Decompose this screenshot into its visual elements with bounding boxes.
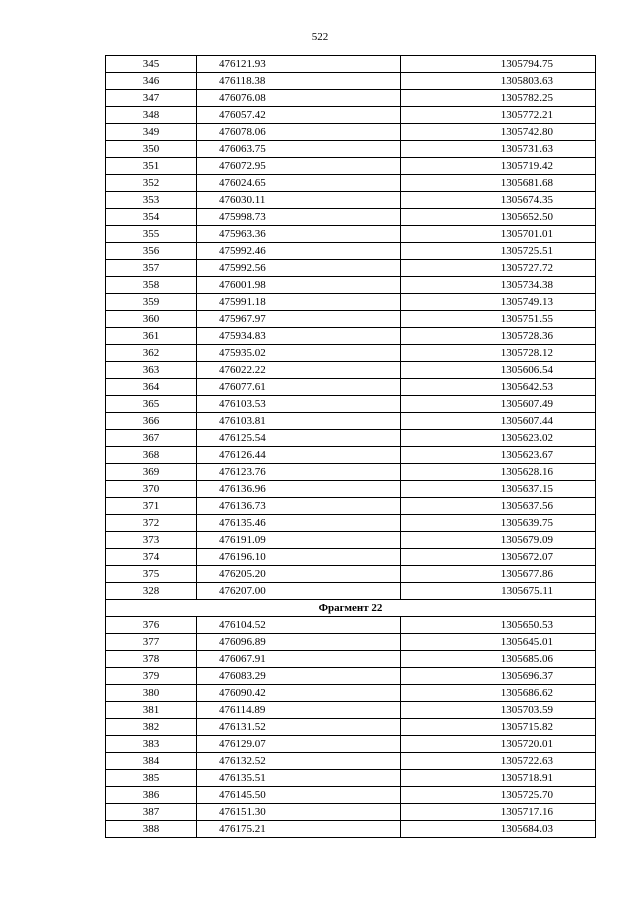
point-number: 377 — [106, 634, 197, 651]
x-coordinate: 476175.21 — [197, 821, 401, 838]
x-coordinate: 475991.18 — [197, 294, 401, 311]
y-coordinate: 1305623.02 — [401, 430, 596, 447]
point-number: 388 — [106, 821, 197, 838]
x-coordinate: 476001.98 — [197, 277, 401, 294]
x-coordinate: 476207.00 — [197, 583, 401, 600]
x-coordinate: 476083.29 — [197, 668, 401, 685]
point-number: 364 — [106, 379, 197, 396]
table-row — [106, 192, 596, 209]
point-number: 371 — [106, 498, 197, 515]
x-coordinate: 475935.02 — [197, 345, 401, 362]
point-number: 372 — [106, 515, 197, 532]
point-number: 385 — [106, 770, 197, 787]
y-coordinate: 1305703.59 — [401, 702, 596, 719]
x-coordinate: 476126.44 — [197, 447, 401, 464]
y-coordinate: 1305728.36 — [401, 328, 596, 345]
x-coordinate: 476132.52 — [197, 753, 401, 770]
x-coordinate: 476135.51 — [197, 770, 401, 787]
point-number: 382 — [106, 719, 197, 736]
y-coordinate: 1305677.86 — [401, 566, 596, 583]
table-row — [106, 515, 596, 532]
table-row — [106, 107, 596, 124]
table-row — [106, 243, 596, 260]
table-row — [106, 56, 596, 73]
table-row — [106, 175, 596, 192]
point-number: 368 — [106, 447, 197, 464]
x-coordinate: 476129.07 — [197, 736, 401, 753]
y-coordinate: 1305623.67 — [401, 447, 596, 464]
table-row — [106, 362, 596, 379]
point-number: 376 — [106, 617, 197, 634]
x-coordinate: 476063.75 — [197, 141, 401, 158]
y-coordinate: 1305637.56 — [401, 498, 596, 515]
x-coordinate: 476151.30 — [197, 804, 401, 821]
point-number: 384 — [106, 753, 197, 770]
x-coordinate: 476135.46 — [197, 515, 401, 532]
table-row — [106, 464, 596, 481]
table-row — [106, 532, 596, 549]
table-row — [106, 430, 596, 447]
point-number: 387 — [106, 804, 197, 821]
x-coordinate: 475967.97 — [197, 311, 401, 328]
y-coordinate: 1305727.72 — [401, 260, 596, 277]
x-coordinate: 476205.20 — [197, 566, 401, 583]
y-coordinate: 1305652.50 — [401, 209, 596, 226]
table-row — [106, 345, 596, 362]
x-coordinate: 476118.38 — [197, 73, 401, 90]
point-number: 370 — [106, 481, 197, 498]
point-number: 353 — [106, 192, 197, 209]
table-row — [106, 685, 596, 702]
point-number: 346 — [106, 73, 197, 90]
point-number: 378 — [106, 651, 197, 668]
point-number: 348 — [106, 107, 197, 124]
x-coordinate: 476076.08 — [197, 90, 401, 107]
y-coordinate: 1305628.16 — [401, 464, 596, 481]
x-coordinate: 476090.42 — [197, 685, 401, 702]
x-coordinate: 476022.22 — [197, 362, 401, 379]
point-number: 349 — [106, 124, 197, 141]
y-coordinate: 1305696.37 — [401, 668, 596, 685]
rows-before-fragment — [106, 56, 596, 600]
y-coordinate: 1305684.03 — [401, 821, 596, 838]
y-coordinate: 1305719.42 — [401, 158, 596, 175]
table-row — [106, 770, 596, 787]
y-coordinate: 1305720.01 — [401, 736, 596, 753]
table-row — [106, 447, 596, 464]
point-number: 355 — [106, 226, 197, 243]
x-coordinate: 475992.46 — [197, 243, 401, 260]
table-row — [106, 73, 596, 90]
y-coordinate: 1305749.13 — [401, 294, 596, 311]
y-coordinate: 1305722.63 — [401, 753, 596, 770]
y-coordinate: 1305782.25 — [401, 90, 596, 107]
x-coordinate: 475998.73 — [197, 209, 401, 226]
x-coordinate: 476057.42 — [197, 107, 401, 124]
point-number: 381 — [106, 702, 197, 719]
table-row — [106, 702, 596, 719]
y-coordinate: 1305607.44 — [401, 413, 596, 430]
point-number: 374 — [106, 549, 197, 566]
point-number: 373 — [106, 532, 197, 549]
y-coordinate: 1305679.09 — [401, 532, 596, 549]
x-coordinate: 476191.09 — [197, 532, 401, 549]
y-coordinate: 1305715.82 — [401, 719, 596, 736]
y-coordinate: 1305742.80 — [401, 124, 596, 141]
y-coordinate: 1305645.01 — [401, 634, 596, 651]
point-number: 356 — [106, 243, 197, 260]
point-number: 365 — [106, 396, 197, 413]
point-number: 350 — [106, 141, 197, 158]
point-number: 379 — [106, 668, 197, 685]
page-number: 522 — [311, 31, 329, 43]
point-number: 362 — [106, 345, 197, 362]
y-coordinate: 1305607.49 — [401, 396, 596, 413]
y-coordinate: 1305728.12 — [401, 345, 596, 362]
y-coordinate: 1305642.53 — [401, 379, 596, 396]
fragment-header: Фрагмент 22 — [106, 600, 596, 617]
x-coordinate: 476103.81 — [197, 413, 401, 430]
point-number: 367 — [106, 430, 197, 447]
x-coordinate: 476077.61 — [197, 379, 401, 396]
table-row — [106, 804, 596, 821]
table-row — [106, 124, 596, 141]
y-coordinate: 1305794.75 — [401, 56, 596, 73]
x-coordinate: 476136.96 — [197, 481, 401, 498]
table-row — [106, 209, 596, 226]
x-coordinate: 476104.52 — [197, 617, 401, 634]
y-coordinate: 1305717.16 — [401, 804, 596, 821]
point-number: 361 — [106, 328, 197, 345]
x-coordinate: 476030.11 — [197, 192, 401, 209]
fragment-section — [106, 600, 596, 617]
x-coordinate: 475934.83 — [197, 328, 401, 345]
point-number: 383 — [106, 736, 197, 753]
table-row — [106, 141, 596, 158]
x-coordinate: 476078.06 — [197, 124, 401, 141]
table-row — [106, 753, 596, 770]
x-coordinate: 476131.52 — [197, 719, 401, 736]
x-coordinate: 476196.10 — [197, 549, 401, 566]
table-row — [106, 719, 596, 736]
table-row — [106, 617, 596, 634]
point-number: 351 — [106, 158, 197, 175]
coordinates-table — [105, 55, 596, 838]
table-row — [106, 668, 596, 685]
y-coordinate: 1305803.63 — [401, 73, 596, 90]
point-number: 352 — [106, 175, 197, 192]
x-coordinate: 476121.93 — [197, 56, 401, 73]
fragment-header-row — [106, 600, 596, 617]
table-row — [106, 736, 596, 753]
y-coordinate: 1305681.68 — [401, 175, 596, 192]
table-row — [106, 396, 596, 413]
y-coordinate: 1305650.53 — [401, 617, 596, 634]
table-row — [106, 787, 596, 804]
table-row — [106, 311, 596, 328]
x-coordinate: 476125.54 — [197, 430, 401, 447]
point-number: 375 — [106, 566, 197, 583]
table-row — [106, 379, 596, 396]
table-row — [106, 277, 596, 294]
x-coordinate: 476096.89 — [197, 634, 401, 651]
point-number: 386 — [106, 787, 197, 804]
y-coordinate: 1305639.75 — [401, 515, 596, 532]
table-row — [106, 90, 596, 107]
point-number: 366 — [106, 413, 197, 430]
x-coordinate: 475992.56 — [197, 260, 401, 277]
point-number: 354 — [106, 209, 197, 226]
y-coordinate: 1305725.70 — [401, 787, 596, 804]
x-coordinate: 476145.50 — [197, 787, 401, 804]
y-coordinate: 1305685.06 — [401, 651, 596, 668]
point-number: 357 — [106, 260, 197, 277]
table-row — [106, 549, 596, 566]
x-coordinate: 476067.91 — [197, 651, 401, 668]
point-number: 345 — [106, 56, 197, 73]
point-number: 360 — [106, 311, 197, 328]
table-row — [106, 634, 596, 651]
y-coordinate: 1305637.15 — [401, 481, 596, 498]
table-row — [106, 821, 596, 838]
rows-after-fragment — [106, 617, 596, 838]
x-coordinate: 476024.65 — [197, 175, 401, 192]
point-number: 358 — [106, 277, 197, 294]
table-row — [106, 294, 596, 311]
x-coordinate: 476072.95 — [197, 158, 401, 175]
point-number: 380 — [106, 685, 197, 702]
y-coordinate: 1305675.11 — [401, 583, 596, 600]
table-row — [106, 328, 596, 345]
table-row — [106, 583, 596, 600]
y-coordinate: 1305686.62 — [401, 685, 596, 702]
table-row — [106, 651, 596, 668]
point-number: 359 — [106, 294, 197, 311]
y-coordinate: 1305725.51 — [401, 243, 596, 260]
point-number: 369 — [106, 464, 197, 481]
y-coordinate: 1305674.35 — [401, 192, 596, 209]
x-coordinate: 476103.53 — [197, 396, 401, 413]
table-row — [106, 481, 596, 498]
x-coordinate: 476136.73 — [197, 498, 401, 515]
y-coordinate: 1305772.21 — [401, 107, 596, 124]
y-coordinate: 1305734.38 — [401, 277, 596, 294]
point-number: 347 — [106, 90, 197, 107]
y-coordinate: 1305606.54 — [401, 362, 596, 379]
y-coordinate: 1305731.63 — [401, 141, 596, 158]
table-row — [106, 158, 596, 175]
table-row — [106, 226, 596, 243]
y-coordinate: 1305672.07 — [401, 549, 596, 566]
point-number: 363 — [106, 362, 197, 379]
x-coordinate: 476123.76 — [197, 464, 401, 481]
y-coordinate: 1305701.01 — [401, 226, 596, 243]
x-coordinate: 475963.36 — [197, 226, 401, 243]
x-coordinate: 476114.89 — [197, 702, 401, 719]
table-row — [106, 498, 596, 515]
table-row — [106, 413, 596, 430]
table-row — [106, 566, 596, 583]
point-number: 328 — [106, 583, 197, 600]
y-coordinate: 1305718.91 — [401, 770, 596, 787]
table-row — [106, 260, 596, 277]
y-coordinate: 1305751.55 — [401, 311, 596, 328]
